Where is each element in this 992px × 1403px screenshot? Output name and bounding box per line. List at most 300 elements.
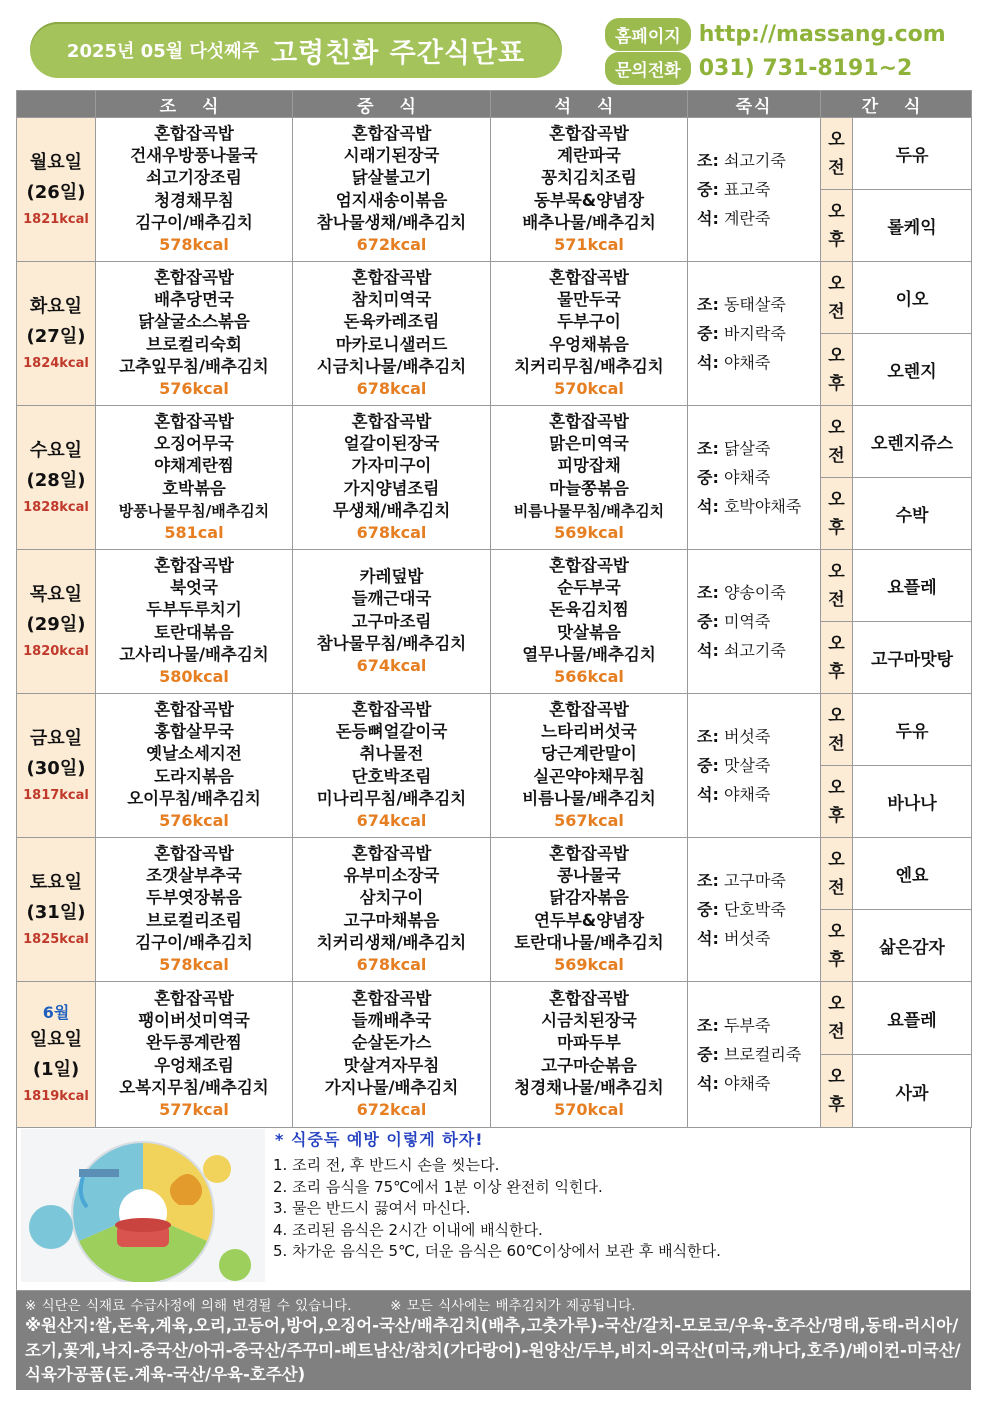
meal-item: 청경채나물/배추김치 (514, 1077, 664, 1097)
meal-kcal: 674kcal (356, 655, 427, 675)
porridge-meal-label: 석: (697, 929, 719, 948)
meal-item: 혼합잡곡밥 (351, 411, 432, 431)
day-total-kcal: 1817kcal (23, 787, 89, 803)
porridge-line (697, 1040, 820, 1069)
meal-item: 혼합잡곡밥 (351, 267, 432, 287)
day-name: 토요일 (29, 871, 83, 893)
meal-item: 시금치나물/배추김치 (316, 356, 467, 376)
meal-kcal: 581cal (164, 523, 224, 542)
porridge-meal-label: 중: (697, 612, 719, 631)
snack-slot-am: 오전 (821, 982, 853, 1055)
meal-item: 고구마조림 (351, 611, 432, 631)
meal-item: 혼합잡곡밥 (549, 843, 629, 863)
day-row (17, 262, 972, 334)
porridge-meal-label: 석: (697, 1074, 719, 1093)
porridge-item: 단호박죽 (723, 900, 786, 919)
food-safety-icon (21, 1129, 265, 1282)
meal-item: 치커리생채/배추김치 (316, 932, 467, 952)
meal-kcal: 578kcal (159, 955, 229, 974)
meal-item: 혼합잡곡밥 (154, 988, 234, 1008)
homepage-link[interactable]: http://massang.com (698, 22, 946, 47)
porridge-item: 고구마죽 (723, 871, 786, 890)
meal-item: 고구마채볶음 (343, 910, 440, 930)
meal-item: 유부미소장국 (343, 866, 440, 886)
meal-item: 오복지무침/배추김치 (119, 1077, 269, 1097)
meal-item: 혼합잡곡밥 (351, 699, 432, 719)
meal-kcal: 570kcal (554, 379, 624, 398)
meal-item: 연두부&양념장 (533, 910, 645, 930)
day-row (17, 982, 972, 1055)
meal-item: 우엉채볶음 (549, 334, 629, 354)
porridge-cell (688, 550, 821, 694)
day-name: 목요일 (29, 583, 83, 605)
meal-item: 완두콩계란찜 (146, 1033, 242, 1053)
meal-item: 참나물무침/배추김치 (316, 633, 467, 653)
porridge-line (697, 290, 820, 319)
meal-item: 혼합잡곡밥 (351, 123, 432, 143)
meal-item: 실곤약야채무침 (533, 766, 645, 786)
meal-item: 토란대볶음 (154, 622, 234, 642)
porridge-item: 두부죽 (723, 1016, 771, 1035)
breakfast-cell (96, 406, 293, 550)
meal-kcal: 569kcal (554, 523, 624, 542)
porridge-line (697, 722, 820, 751)
meal-kcal: 672kcal (356, 1100, 427, 1119)
snack-slot-pm: 오후 (821, 622, 853, 694)
meal-kcal: 571kcal (554, 235, 624, 254)
porridge-line (697, 636, 820, 665)
meal-item: 혼합잡곡밥 (549, 555, 629, 575)
meal-item: 시금치된장국 (541, 1011, 637, 1031)
meal-item: 쇠고기장조림 (146, 168, 242, 188)
porridge-meal-label: 중: (697, 900, 719, 919)
porridge-meal-label: 조: (697, 727, 719, 746)
porridge-cell (688, 838, 821, 982)
meal-kcal: 576kcal (159, 811, 229, 830)
porridge-item: 양송이죽 (723, 583, 786, 602)
porridge-meal-label: 중: (697, 180, 719, 199)
day-cell (17, 406, 96, 550)
meal-item: 팽이버섯미역국 (138, 1011, 250, 1031)
dinner-cell (491, 694, 688, 838)
lunch-cell (293, 838, 491, 982)
meal-item: 혼합잡곡밥 (154, 411, 234, 431)
day-total-kcal: 1820kcal (23, 643, 89, 659)
porridge-item: 야채죽 (723, 1074, 771, 1093)
porridge-line (697, 492, 820, 521)
lunch-cell (293, 406, 491, 550)
porridge-item: 버섯죽 (723, 929, 771, 948)
day-row (17, 694, 972, 766)
day-row (17, 118, 972, 190)
breakfast-cell (96, 694, 293, 838)
porridge-meal-label: 조: (697, 151, 719, 170)
meal-item: 고추잎무침/배추김치 (119, 356, 269, 376)
meal-item: 들깨근대국 (351, 589, 432, 609)
dinner-cell (491, 262, 688, 406)
meal-item: 맑은미역국 (549, 434, 629, 454)
breakfast-cell (96, 982, 293, 1128)
notice-item: 3. 물은 반드시 끓여서 마신다. (273, 1199, 471, 1217)
porridge-item: 표고죽 (723, 180, 771, 199)
meal-item: 혼합잡곡밥 (154, 699, 234, 719)
porridge-item: 미역죽 (723, 612, 771, 631)
meal-item: 미나리무침/배추김치 (316, 788, 467, 808)
weekly-menu-table (16, 90, 972, 1128)
meal-kcal: 578kcal (159, 235, 229, 254)
day-row (17, 406, 972, 478)
meal-item: 건새우방풍나물국 (130, 146, 258, 166)
snack-slot-am: 오전 (821, 262, 853, 334)
porridge-meal-label: 석: (697, 209, 719, 228)
lunch-cell (293, 118, 491, 262)
porridge-cell (688, 262, 821, 406)
snack-am: 오렌지쥬스 (853, 406, 972, 478)
snack-am: 요플레 (853, 550, 972, 622)
snack-slot-pm: 오후 (821, 766, 853, 838)
meal-item: 순살돈가스 (351, 1033, 432, 1053)
notice-item: 2. 조리 음식을 75℃에서 1분 이상 완전히 익힌다. (273, 1177, 603, 1196)
header-dinner: 석 식 (491, 91, 688, 118)
snack-slot-pm: 오후 (821, 190, 853, 262)
porridge-item: 야채죽 (723, 353, 771, 372)
day-cell (17, 550, 96, 694)
meal-item: 가지양념조림 (343, 478, 440, 498)
porridge-line (697, 204, 820, 233)
lunch-cell (293, 550, 491, 694)
snack-slot-am: 오전 (821, 550, 853, 622)
porridge-item: 쇠고기죽 (723, 151, 786, 170)
porridge-line (697, 924, 820, 953)
snack-pm: 고구마맛탕 (853, 622, 972, 694)
meal-item: 청경채무침 (154, 190, 234, 210)
meal-item: 당근계란말이 (541, 744, 637, 764)
porridge-meal-label: 석: (697, 497, 719, 516)
day-name: 화요일 (29, 295, 83, 317)
porridge-meal-label: 중: (697, 324, 719, 343)
meal-item: 야채계란찜 (154, 456, 234, 476)
meal-kcal: 678kcal (356, 379, 427, 398)
porridge-item: 브로컬리죽 (723, 1045, 802, 1064)
snack-slot-am: 오전 (821, 406, 853, 478)
meal-kcal: 672kcal (356, 235, 427, 254)
porridge-cell (688, 694, 821, 838)
snack-slot-pm: 오후 (821, 910, 853, 982)
snack-slot-pm: 오후 (821, 1055, 853, 1128)
meal-item: 돈육카레조림 (343, 312, 440, 332)
meal-item: 배추나물/배추김치 (522, 212, 656, 232)
day-row (17, 838, 972, 910)
porridge-meal-label: 중: (697, 468, 719, 487)
porridge-meal-label: 조: (697, 1016, 719, 1035)
meal-item: 혼합잡곡밥 (154, 843, 234, 863)
meal-item: 두부엿장볶음 (146, 888, 242, 908)
meal-item: 꽁치김치조림 (541, 168, 637, 188)
meal-item: 도라지볶음 (154, 766, 234, 786)
meal-item: 가지나물/배추김치 (324, 1077, 459, 1097)
snack-pm: 오렌지 (853, 334, 972, 406)
porridge-line (697, 146, 820, 175)
snack-am: 이오 (853, 262, 972, 334)
meal-item: 시래기된장국 (343, 146, 440, 166)
snack-am: 엔요 (853, 838, 972, 910)
meal-kcal: 570kcal (554, 1100, 624, 1119)
meal-item: 참치미역국 (351, 290, 432, 310)
meal-kcal: 577kcal (159, 1100, 229, 1119)
meal-item: 호박볶음 (162, 478, 226, 498)
meal-item: 순두부국 (557, 578, 621, 598)
porridge-meal-label: 석: (697, 641, 719, 660)
porridge-item: 바지락죽 (723, 324, 786, 343)
day-cell (17, 118, 96, 262)
footer (16, 1291, 971, 1390)
day-name: 월요일 (29, 151, 83, 173)
meal-item: 계란파국 (557, 146, 621, 166)
porridge-meal-label: 중: (697, 756, 719, 775)
porridge-meal-label: 조: (697, 871, 719, 890)
snack-pm: 수박 (853, 478, 972, 550)
notice-item: 5. 차가운 음식은 5℃, 더운 음식은 60℃이상에서 보관 후 배식한다. (273, 1242, 721, 1260)
notice-item: 4. 조리된 음식은 2시간 이내에 배식한다. (273, 1220, 543, 1239)
lunch-cell (293, 694, 491, 838)
meal-item: 혼합잡곡밥 (154, 267, 234, 287)
header-day (17, 91, 96, 118)
meal-item: 닭감자볶음 (549, 888, 629, 908)
meal-kcal: 580kcal (159, 667, 229, 686)
snack-pm: 바나나 (853, 766, 972, 838)
table-header-row (17, 91, 972, 118)
meal-item: 참나물생채/배추김치 (316, 212, 467, 232)
day-date: (31일) (26, 901, 86, 923)
header-lunch: 중 식 (293, 91, 491, 118)
header-snack: 간 식 (821, 91, 972, 118)
meal-item: 혼합잡곡밥 (549, 267, 629, 287)
meal-kcal: 566kcal (554, 667, 624, 686)
snack-pm: 삶은감자 (853, 910, 972, 982)
porridge-line (697, 751, 820, 780)
day-name: 금요일 (29, 727, 83, 749)
phone-number: 031) 731-8191~2 (698, 56, 913, 81)
meal-item: 혼합잡곡밥 (549, 699, 629, 719)
day-date: (30일) (26, 757, 86, 779)
lunch-cell (293, 982, 491, 1128)
meal-item: 피망잡채 (557, 456, 621, 476)
porridge-line (697, 463, 820, 492)
meal-item: 오징어무국 (154, 434, 234, 454)
snack-pm: 롤케익 (853, 190, 972, 262)
day-total-kcal: 1819kcal (23, 1088, 89, 1104)
meal-item: 혼합잡곡밥 (549, 988, 629, 1008)
day-name: 일요일 (29, 1028, 83, 1050)
day-date: (28일) (26, 469, 86, 491)
day-date: (27일) (26, 325, 86, 347)
snack-slot-pm: 오후 (821, 334, 853, 406)
porridge-item: 맛살죽 (723, 756, 771, 775)
day-cell (17, 262, 96, 406)
origin-info: ※원산지:쌀,돈육,계육,오리,고등어,방어,오징어-국산/배추김치(배추,고춧가루)-국산/갈치-모로코/우육-호주산/명태,동태-러시아/조기,꽃게,낙지-중국산/아귀-중국산/주꾸미-베트남산/참치(가다랑어)-원양산/두부,비지-외국산(미국,캐나다,호주)/베이컨-미국산/식육가공품(돈.계육-국산/우육-호주산) (25, 1316, 961, 1384)
porridge-line (697, 578, 820, 607)
phone-row (605, 52, 985, 85)
dinner-cell (491, 550, 688, 694)
meal-item: 들깨배추국 (351, 1011, 432, 1031)
day-cell (17, 838, 96, 982)
meal-item: 닭살불고기 (351, 168, 432, 188)
day-total-kcal: 1828kcal (23, 499, 89, 515)
porridge-meal-label: 석: (697, 353, 719, 372)
porridge-meal-label: 석: (697, 785, 719, 804)
homepage-row (605, 18, 985, 51)
day-row (17, 550, 972, 622)
menu-title-banner (30, 22, 562, 78)
meal-item: 삼치구이 (359, 888, 424, 908)
porridge-line (697, 348, 820, 377)
meal-item: 배추당면국 (154, 290, 234, 310)
meal-item: 김구이/배추김치 (135, 212, 253, 232)
porridge-meal-label: 조: (697, 295, 719, 314)
breakfast-cell (96, 550, 293, 694)
day-cell (17, 982, 96, 1128)
dinner-cell (491, 838, 688, 982)
porridge-line (697, 1069, 820, 1098)
meal-kcal: 678kcal (356, 955, 427, 974)
snack-pm: 사과 (853, 1055, 972, 1128)
title-week: 2025년 05월 다섯째주 (66, 41, 259, 62)
meal-item: 치커리무침/배추김치 (514, 356, 664, 376)
meal-item: 동부묵&양념장 (533, 190, 645, 210)
meal-item: 두부구이 (557, 312, 621, 332)
footer-notes (25, 1294, 636, 1314)
porridge-line (697, 319, 820, 348)
porridge-item: 호박야채죽 (723, 497, 802, 516)
meal-item: 카레덮밥 (359, 567, 424, 587)
lunch-cell (293, 262, 491, 406)
kimchi-note: ※ 모든 식사에는 배추김치가 제공됩니다. (390, 1298, 636, 1314)
snack-am: 두유 (853, 694, 972, 766)
meal-item: 돈등뼈얼갈이국 (335, 722, 448, 742)
porridge-item: 야채죽 (723, 468, 771, 487)
snack-slot-am: 오전 (821, 838, 853, 910)
meal-item: 브로컬리숙회 (146, 334, 242, 354)
porridge-meal-label: 조: (697, 583, 719, 602)
meal-item: 엄지새송이볶음 (335, 190, 448, 210)
dinner-cell (491, 982, 688, 1128)
notice-list (273, 1155, 963, 1263)
meal-item: 방풍나물무침/배추김치 (118, 501, 270, 520)
day-name: 수요일 (29, 439, 83, 461)
porridge-line (697, 434, 820, 463)
snack-slot-am: 오전 (821, 118, 853, 190)
porridge-cell (688, 406, 821, 550)
breakfast-cell (96, 262, 293, 406)
meal-item: 무생채/배추김치 (332, 500, 451, 520)
meal-item: 혼합잡곡밥 (351, 988, 432, 1008)
porridge-item: 버섯죽 (723, 727, 771, 746)
day-date: (26일) (26, 181, 86, 203)
porridge-item: 동태살죽 (723, 295, 786, 314)
porridge-meal-label: 조: (697, 439, 719, 458)
porridge-line (697, 607, 820, 636)
meal-item: 우엉채조림 (154, 1055, 234, 1075)
meal-item: 맛살볶음 (557, 622, 621, 642)
meal-item: 가자미구이 (351, 456, 432, 476)
porridge-cell (688, 118, 821, 262)
meal-item: 마파두부 (557, 1033, 621, 1053)
meal-item: 단호박조림 (351, 766, 432, 786)
porridge-line (697, 895, 820, 924)
meal-kcal: 567kcal (554, 811, 624, 830)
meal-kcal: 678kcal (356, 523, 427, 542)
meal-item: 옛날소세지전 (146, 744, 242, 764)
meal-item: 비름나물/배추김치 (522, 788, 656, 808)
porridge-meal-label: 중: (697, 1045, 719, 1064)
meal-kcal: 576kcal (159, 379, 229, 398)
menu-change-note: ※ 식단은 식재료 수급사정에 의해 변경될 수 있습니다. (25, 1298, 352, 1314)
meal-item: 두부두루치기 (146, 600, 242, 620)
snack-slot-am: 오전 (821, 694, 853, 766)
title-main: 고령친화 주간식단표 (270, 37, 526, 69)
porridge-line (697, 1011, 820, 1040)
snack-am: 두유 (853, 118, 972, 190)
breakfast-cell (96, 838, 293, 982)
meal-item: 열무나물/배추김치 (522, 644, 656, 664)
meal-item: 얼갈이된장국 (343, 434, 440, 454)
meal-item: 혼합잡곡밥 (154, 123, 234, 143)
porridge-item: 닭살죽 (723, 439, 771, 458)
meal-item: 느타리버섯국 (541, 722, 637, 742)
meal-item: 취나물전 (359, 744, 424, 764)
meal-item: 김구이/배추김치 (135, 932, 253, 952)
meal-item: 혼합잡곡밥 (351, 843, 432, 863)
dinner-cell (491, 406, 688, 550)
meal-item: 마늘쫑볶음 (549, 478, 629, 498)
day-date: (1일) (32, 1058, 80, 1080)
meal-item: 토란대나물/배추김치 (514, 932, 664, 952)
meal-item: 홍합살무국 (154, 722, 234, 742)
porridge-cell (688, 982, 821, 1128)
meal-item: 고사리나물/배추김치 (119, 644, 269, 664)
notice-title: * 식중독 예방 이렇게 하자! (275, 1130, 484, 1149)
menu-body (17, 118, 972, 1128)
header-breakfast: 조 식 (96, 91, 293, 118)
meal-item: 조갯살부추국 (146, 866, 242, 886)
meal-item: 물만두국 (557, 290, 621, 310)
phone-label: 문의전화 (605, 52, 691, 85)
day-total-kcal: 1821kcal (23, 211, 89, 227)
meal-item: 혼합잡곡밥 (154, 555, 234, 575)
header-porridge: 죽식 (688, 91, 821, 118)
meal-item: 오이무침/배추김치 (127, 788, 261, 808)
snack-slot-pm: 오후 (821, 478, 853, 550)
homepage-label: 홈페이지 (605, 18, 691, 51)
meal-item: 비름나물무침/배추김치 (513, 501, 665, 520)
day-total-kcal: 1825kcal (23, 931, 89, 947)
breakfast-cell (96, 118, 293, 262)
porridge-line (697, 175, 820, 204)
notice-item: 1. 조리 전, 후 반드시 손을 씻는다. (273, 1156, 500, 1174)
porridge-item: 야채죽 (723, 785, 771, 804)
meal-item: 마카로니샐러드 (335, 334, 448, 354)
day-date: (29일) (26, 613, 86, 635)
meal-item: 닭살굴소스볶음 (138, 312, 250, 332)
meal-item: 콩나물국 (557, 866, 621, 886)
porridge-item: 계란죽 (723, 209, 771, 228)
dinner-cell (491, 118, 688, 262)
porridge-item: 쇠고기죽 (723, 641, 786, 660)
day-cell (17, 694, 96, 838)
meal-item: 고구마순볶음 (541, 1055, 637, 1075)
day-total-kcal: 1824kcal (23, 355, 89, 371)
meal-item: 브로컬리조림 (146, 910, 242, 930)
